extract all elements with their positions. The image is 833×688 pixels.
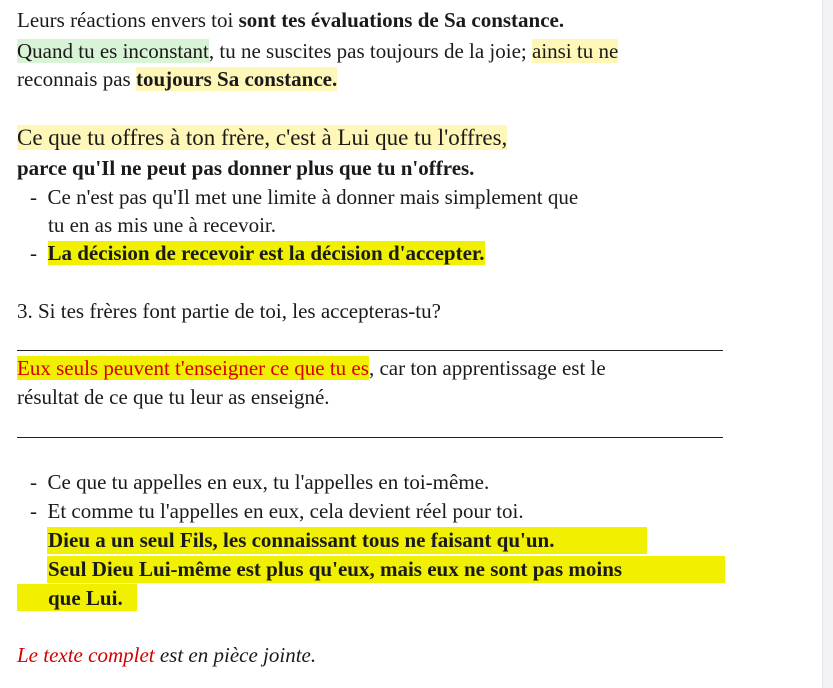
bold-text: que Lui. [48, 586, 123, 610]
p3-line-1 [17, 355, 606, 381]
p1-text: reconnais pas [17, 67, 136, 91]
p2-bullet-1 [30, 184, 578, 210]
divider [17, 437, 723, 438]
p4-highlight-line-1 [48, 527, 554, 553]
p3-line-2 [17, 384, 330, 410]
bullet-dash: - [30, 470, 37, 494]
p1-bold: sont tes évaluations de Sa constance. [238, 8, 565, 32]
footer-text: est en pièce jointe. [154, 643, 317, 667]
p1-pale-highlight: ainsi tu ne [532, 39, 619, 63]
bullet-dash: - [30, 241, 37, 265]
p3-text: résultat de ce que tu leur as enseigné. [17, 385, 330, 409]
p1-bold-highlight: toujours Sa constance. [135, 67, 338, 91]
p3-red-highlight: Eux seuls peuvent t'enseigner ce que tu es [17, 356, 369, 380]
footer-link-text[interactable]: Le texte complet [17, 643, 155, 667]
bullet-text: tu en as mis une à recevoir. [48, 213, 277, 237]
divider [17, 350, 723, 351]
p2-pale-highlight: Ce que tu offres à ton frère, c'est à Lui que tu l'offres, [17, 125, 508, 150]
question-text: 3. Si tes frères font partie de toi, les accepteras-tu? [17, 299, 441, 323]
p1-line-1 [17, 7, 564, 33]
vertical-scrollbar[interactable] [822, 0, 833, 688]
bullet-dash: - [30, 499, 37, 523]
p4-bullet-1 [30, 469, 489, 495]
p1-text: , tu ne suscites pas toujours de la joie; [208, 39, 533, 63]
p2-bullet-1-cont [48, 212, 276, 238]
p2-bold: parce qu'Il ne peut pas donner plus que tu n'offres. [17, 156, 475, 180]
p2-bullet-2 [30, 240, 485, 266]
p1-line-2 [17, 38, 618, 64]
p2-line-1 [17, 124, 507, 152]
bold-text: Seul Dieu Lui-même est plus qu'eux, mais eux ne sont pas moins [48, 557, 623, 581]
p4-highlight-line-3 [48, 585, 123, 611]
bullet-text: Ce que tu appelles en eux, tu l'appelles en toi-même. [47, 470, 490, 494]
bullet-text: Et comme tu l'appelles en eux, cela devient réel pour toi. [47, 499, 524, 523]
p4-highlight-line-2 [48, 556, 622, 582]
question-3 [17, 298, 441, 324]
p4-bullet-2 [30, 498, 524, 524]
bullet-text: Ce n'est pas qu'Il met une limite à donner mais simplement que [47, 185, 579, 209]
bullet-dash: - [30, 185, 37, 209]
p2-line-2 [17, 155, 474, 181]
bold-text: Dieu a un seul Fils, les connaissant tous ne faisant qu'un. [48, 528, 555, 552]
bullet-bold-highlight: La décision de recevoir est la décision d'accepter. [47, 241, 485, 265]
p1-green-highlight: Quand tu es inconstant [17, 39, 209, 63]
p3-text: , car ton apprentissage est le [368, 356, 606, 380]
p1-line-3 [17, 66, 337, 92]
footer-note [17, 642, 316, 668]
p1-text: Leurs réactions envers toi [17, 8, 239, 32]
